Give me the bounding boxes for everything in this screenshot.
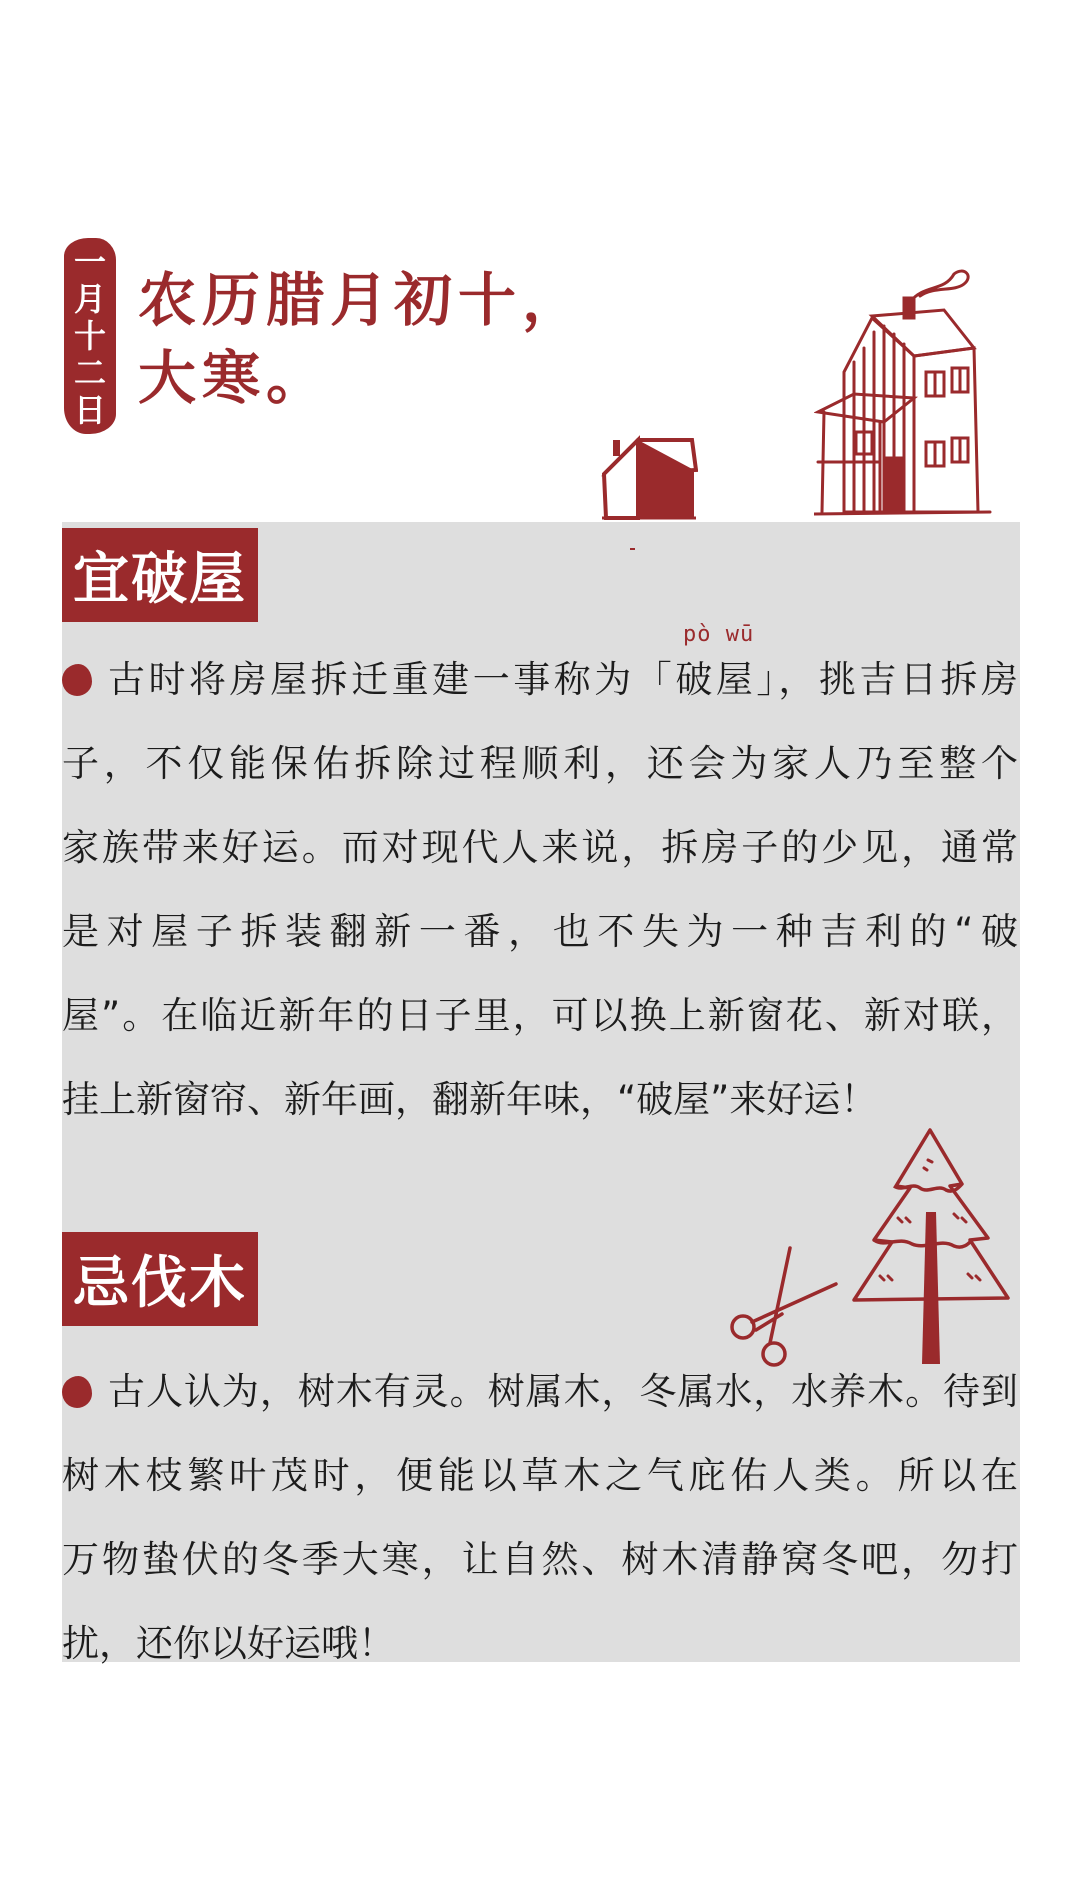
paragraph-line: 挂上新窗帘、新年画，翻新年味，“破屋”来好运！ xyxy=(62,1078,878,1121)
paragraph-line: 树木枝繁叶茂时，便能以草木之气庇佑人类。所以在 xyxy=(62,1454,1018,1497)
page-title-line-1: 农历腊月初十， xyxy=(138,266,587,334)
page-title-line-2: 大寒。 xyxy=(138,344,331,412)
pinyin-annotation: pò wū xyxy=(683,622,755,647)
paragraph-line: 万物蛰伏的冬季大寒，让自然、树木清静窝冬吧，勿打 xyxy=(62,1538,1018,1581)
seal-char: 一 xyxy=(73,242,106,281)
paragraph-line: 是对屋子拆装翻新一番，也不失为一种吉利的“破 xyxy=(62,910,1018,953)
date-seal-icon xyxy=(64,238,116,434)
section-label-ji: 忌伐木 xyxy=(62,1232,258,1326)
bullet-dot-icon xyxy=(62,1376,92,1408)
bullet-dot-icon xyxy=(62,664,92,696)
paragraph-line: 古时将房屋拆迁重建一事称为「破屋」，挑吉日拆房 xyxy=(108,658,1018,701)
seal-char: 十 xyxy=(73,316,106,355)
seal-char: 日 xyxy=(73,390,106,429)
seal-char: 二 xyxy=(73,353,106,392)
paragraph-line: 古人认为，树木有灵。树属木，冬属水，水养木。待到 xyxy=(108,1370,1018,1413)
paragraph-line: 扰，还你以好运哦！ xyxy=(62,1622,395,1665)
seal-char: 月 xyxy=(73,279,106,318)
section-label-yi: 宜破屋 xyxy=(62,528,258,622)
ink-speck xyxy=(630,548,635,550)
pine-tree-icon xyxy=(850,1126,1010,1366)
small-house-icon xyxy=(600,432,698,522)
tall-house-icon xyxy=(814,262,1010,520)
paragraph-line: 屋”。在临近新年的日子里，可以换上新窗花、新对联， xyxy=(62,994,1018,1037)
paragraph-line: 子，不仅能保佑拆除过程顺利，还会为家人乃至整个 xyxy=(62,742,1018,785)
paragraph-line: 家族带来好运。而对现代人来说，拆房子的少见，通常 xyxy=(62,826,1018,869)
